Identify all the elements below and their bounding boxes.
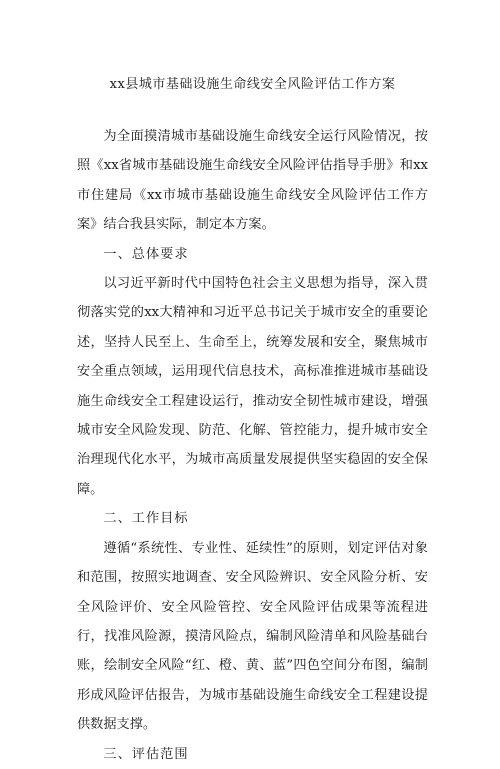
section-heading-work-goals: 二、工作目标	[103, 511, 189, 527]
section-heading-assessment-scope: 三、评估范围	[103, 746, 189, 762]
document-title: xx县城市基础设施生命线安全风险评估工作方案	[109, 77, 396, 92]
section-heading-general-requirements: 一、总体要求	[103, 246, 189, 262]
section-body-work-goals: 遵循“系统性、专业性、延续性”的原则，划定评估对象和范围，按照实地调查、安全风险辨识、安全风险分析、安全风险评价、安全风险管控、安全风险评估成果等流程进行，找准风险源，摸清风险点，编制风险清单和风险基础台账，绘制安全风险“红、橙、黄、蓝”四色空间分布图，编制形成风险评估报告，为城市基础设施生命线安全工程建设提供数据支撑。	[77, 540, 428, 733]
intro-paragraph: 为全面摸清城市基础设施生命线安全运行风险情况，按照《xx省城市基础设施生命线安全风险评估指导手册》和xx市住建局《xx市城市基础设施生命线安全风险评估工作方案》结合我县实际，制定本方案。	[77, 129, 428, 233]
section-body-general-requirements: 以习近平新时代中国特色社会主义思想为指导，深入贯彻落实党的xx大精神和习近平总书记关于城市安全的重要论述，坚持人民至上、生命至上，统筹发展和安全，聚焦城市安全重点领域，运用现代信息技术，高标准推进城市基础设施生命线安全工程建设运行，推动安全韧性城市建设，增强城市安全风险发现、防范、化解、管控能力，提升城市安全治理现代化水平，为城市高质量发展提供坚实稳固的安全保障。	[77, 276, 428, 497]
